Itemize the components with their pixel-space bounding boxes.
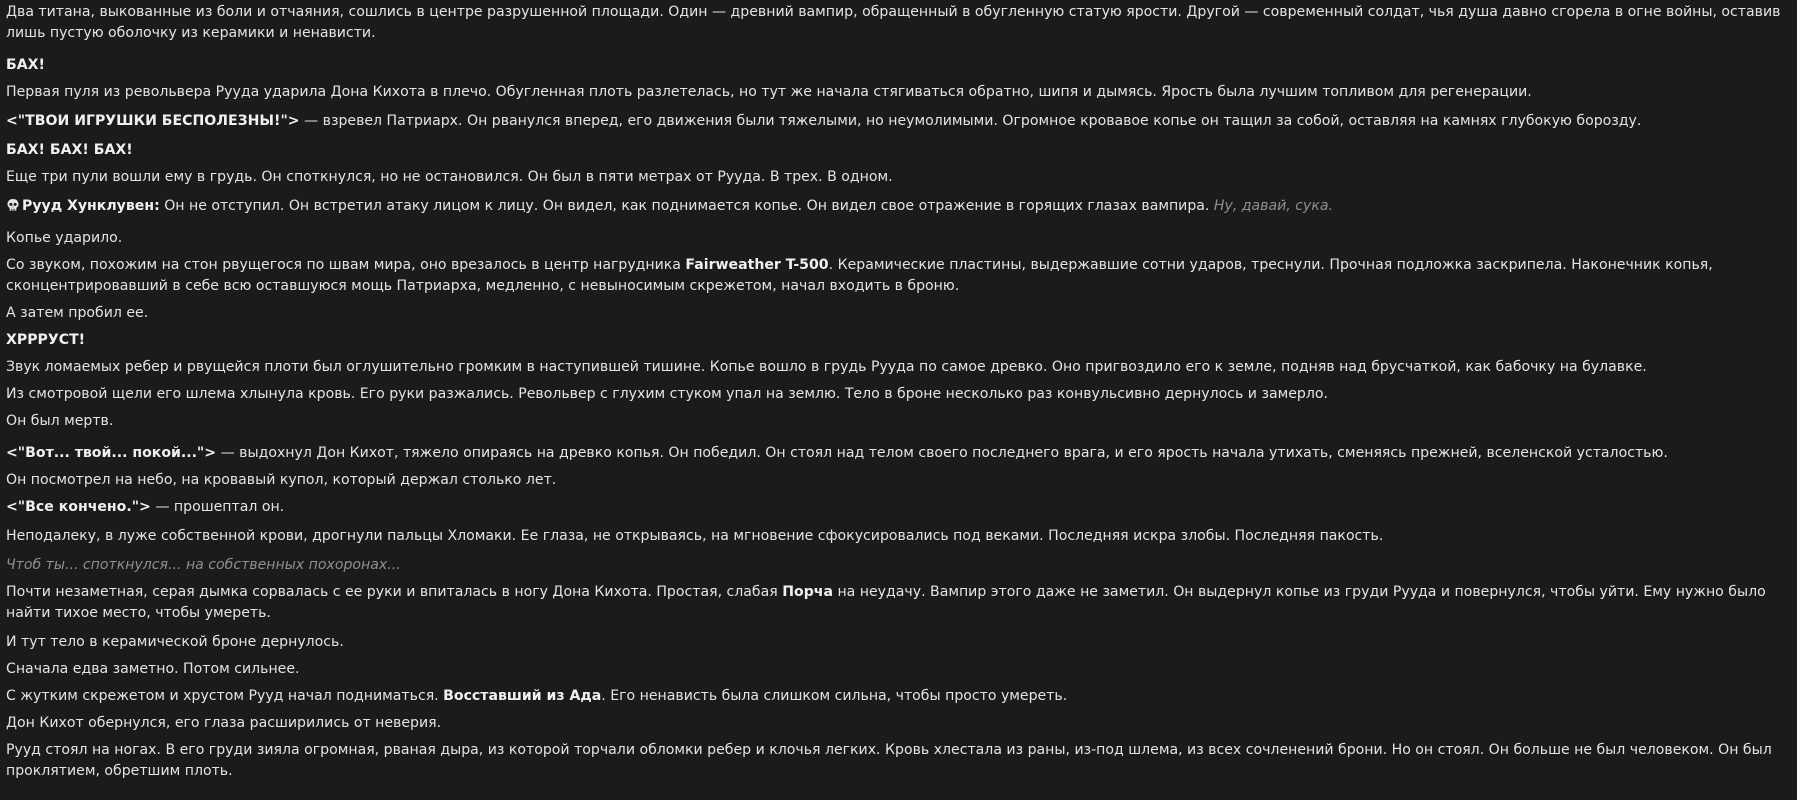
story-paragraph bbox=[6, 582, 1789, 624]
dialogue-narration: — прошептал он. bbox=[150, 499, 285, 515]
text-segment: Почти незаметная, серая дымка сорвалась с ее руки и впиталась в ногу Дона Кихота. Простая, слабая bbox=[6, 584, 783, 600]
character-thought: Чтоб ты... споткнулся... на собственных похоронах... bbox=[6, 557, 401, 573]
story-paragraph: А затем пробил ее. bbox=[6, 305, 149, 321]
story-paragraph: Звук ломаемых ребер и рвущейся плоти был оглушительно громким в наступившей тишине. Копье вошло в грудь Рууда по самое древко. Оно пригвоздило его к земле, подняв над брусчаткой, как бабочку на булавке. bbox=[6, 359, 1647, 375]
story-paragraph: Неподалеку, в луже собственной крови, дрогнули пальцы Хломаки. Ее глаза, не открываясь, на мгновение сфокусировались под веками. Последняя искра злобы. Последняя пакость. bbox=[6, 528, 1384, 544]
story-paragraph: Первая пуля из револьвера Рууда ударила Дона Кихота в плечо. Обугленная плоть разлетелась, но тут же начала стягиваться обратно, шипя и дымясь. Ярость была лучшим топливом для регенерации. bbox=[6, 84, 1532, 100]
dialogue-paragraph bbox=[6, 111, 1789, 132]
dialogue-paragraph bbox=[6, 497, 1789, 518]
story-paragraph: Дон Кихот обернулся, его глаза расширились от неверия. bbox=[6, 715, 442, 731]
story-paragraph: И тут тело в керамической броне дернулось. bbox=[6, 634, 344, 650]
sound-effect: БАХ! bbox=[6, 57, 45, 73]
dialogue-narration: — выдохнул Дон Кихот, тяжело опираясь на древко копья. Он победил. Он стоял над телом своего последнего врага, и его ярость начала утихать, сменяясь прежней, вселенской усталостью. bbox=[216, 445, 1668, 461]
dialogue-quote: <"Вот... твой... покой..."> bbox=[6, 445, 217, 461]
story-paragraph: Еще три пули вошли ему в грудь. Он споткнулся, но не остановился. Он был в пяти метрах от Рууда. В трех. В одном. bbox=[6, 169, 893, 185]
dialogue-quote: <"Все кончено."> bbox=[6, 499, 151, 515]
trait-name: Восставший из Ада bbox=[443, 688, 602, 704]
story-paragraph bbox=[6, 686, 1789, 707]
sound-effect: ХРРРУСТ! bbox=[6, 332, 86, 348]
text-segment: . Керамические пластины, выдержавшие сотни ударов, треснули. Прочная подложка заскрипела. Наконечник копья, сконцентрировавший в себе всю оставшуюся мощь Патриарха, медленно, с невыносимым скрежетом, начал входить в броню. bbox=[6, 257, 1713, 294]
text-segment: Со звуком, похожим на стон рвущегося по швам мира, оно врезалось в центр нагрудника bbox=[6, 257, 686, 273]
text-segment: на неудачу. Вампир этого даже не заметил. Он выдернул копье из груди Рууда и повернулся, чтобы уйти. Ему нужно было найти тихое место, чтобы умереть. bbox=[6, 584, 1766, 621]
character-paragraph bbox=[6, 196, 1789, 217]
text-segment: . Его ненависть была слишком сильна, чтобы просто умереть. bbox=[601, 688, 1068, 704]
dialogue-quote: <"ТВОИ ИГРУШКИ БЕСПОЛЕЗНЫ!"> bbox=[6, 113, 300, 129]
story-paragraph: Он посмотрел на небо, на кровавый купол, который держал столько лет. bbox=[6, 472, 557, 488]
story-paragraph bbox=[6, 255, 1789, 297]
text-segment: С жутким скрежетом и хрустом Рууд начал подниматься. bbox=[6, 688, 444, 704]
story-paragraph: Сначала едва заметно. Потом сильнее. bbox=[6, 661, 300, 677]
character-thought: Ну, давай, сука. bbox=[1213, 198, 1333, 214]
curse-name: Порча bbox=[782, 584, 833, 600]
story-paragraph: Копье ударило. bbox=[6, 230, 123, 246]
character-action: Он не отступил. Он встретил атаку лицом к лицу. Он видел, как поднимается копье. Он видел свое отражение в горящих глазах вампира. bbox=[159, 198, 1214, 214]
story-paragraph: Два титана, выкованные из боли и отчаяния, сошлись в центре разрушенной площади. Один — древний вампир, обращенный в обугленную статую ярости. Другой — современный солдат, чья душа давно сгорела в огне войны, оставив лишь пустую оболочку из керамики и ненависти. bbox=[6, 4, 1781, 41]
story-paragraph: Из смотровой щели его шлема хлынула кровь. Его руки разжались. Револьвер с глухим стуком упал на землю. Тело в броне несколько раз конвульсивно дернулось и замерло. bbox=[6, 386, 1328, 402]
sound-effect: БАХ! БАХ! БАХ! bbox=[6, 142, 133, 158]
story-paragraph: Рууд стоял на ногах. В его груди зияла огромная, рваная дыра, из которой торчали обломки ребер и клочья легких. Кровь хлестала из раны, из-под шлема, из всех сочленений брони. Но он стоял. Он больше не был человеком. Он был проклятием, обретшим плоть. bbox=[6, 742, 1772, 779]
character-name: Рууд Хунклувен: bbox=[22, 198, 160, 214]
dialogue-narration: — взревел Патриарх. Он рванулся вперед, его движения были тяжелыми, но неумолимыми. Огромное кровавое копье он тащил за собой, оставляя на камнях глубокую борозду. bbox=[299, 113, 1642, 129]
armor-name: Fairweather T-500 bbox=[685, 257, 829, 273]
skull-icon bbox=[6, 198, 20, 212]
dialogue-paragraph bbox=[6, 443, 1789, 464]
story-paragraph: Он был мертв. bbox=[6, 413, 114, 429]
